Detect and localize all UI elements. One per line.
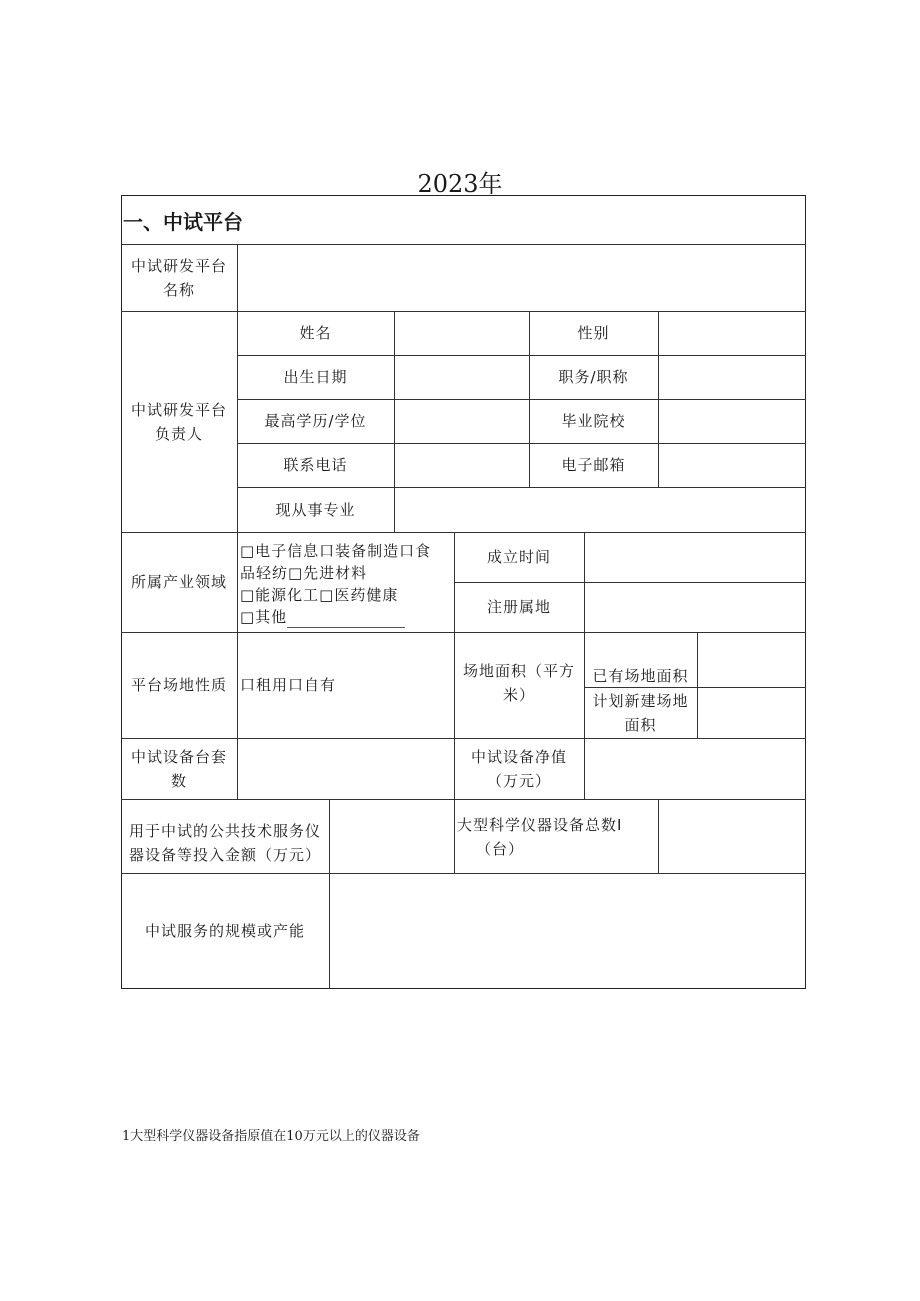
name-label: 姓名 (299, 324, 332, 342)
footnote: 1大型科学仪器设备指原值在10万元以上的仪器设备 (122, 1129, 420, 1144)
phone-field[interactable] (395, 444, 529, 487)
industry-options[interactable] (240, 540, 454, 628)
equipment-value-label: 中试设备净值 （万元） (470, 747, 567, 790)
site-area-label: 场地面积（平方 米） (462, 662, 575, 704)
year-title: 2023年 (417, 170, 503, 198)
established-label: 成立时间 (486, 548, 551, 566)
industry-label: 所属产业领域 (130, 573, 227, 591)
investment-field[interactable] (330, 800, 454, 873)
existing-area-field[interactable] (698, 633, 806, 687)
site-nature-label: 平台场地性质 (130, 676, 227, 694)
established-field[interactable] (585, 533, 806, 582)
birth-label: 出生日期 (283, 368, 348, 386)
platform-name-field[interactable] (238, 245, 805, 311)
equipment-sets-field[interactable] (238, 739, 454, 799)
industry-option-line[interactable]: □电子信息口装备制造口食 (240, 542, 432, 560)
school-field[interactable] (659, 400, 806, 443)
major-label: 现从事专业 (275, 500, 356, 519)
industry-option-line[interactable]: □能源化工□医药健康 (240, 586, 399, 604)
platform-name-label: 中试研发平台 名称 (130, 256, 227, 299)
leader-label: 中试研发平台 负责人 (130, 400, 227, 443)
investment-label: 用于中试的公共技术服务仪 器设备等投入金额（万元） (128, 821, 321, 864)
industry-option-other[interactable]: □其他 (240, 606, 454, 628)
email-label: 电子邮箱 (561, 456, 626, 474)
large-instruments-label: 大型科学仪器设备总数I （台） (457, 816, 623, 858)
other-blank[interactable] (287, 613, 405, 628)
email-field[interactable] (659, 444, 806, 487)
planned-area-label: 计划新建场地 面积 (592, 692, 689, 734)
birth-field[interactable] (395, 356, 529, 399)
registered-field[interactable] (585, 583, 806, 632)
gender-label: 性别 (577, 324, 610, 342)
school-label: 毕业院校 (561, 412, 626, 430)
equipment-sets-label: 中试设备台套 数 (130, 747, 227, 790)
site-nature-options[interactable]: 口租用口自有 (240, 676, 337, 694)
existing-area-label: 已有场地面积 (592, 667, 689, 685)
phone-label: 联系电话 (283, 456, 348, 474)
gender-field[interactable] (659, 312, 806, 355)
degree-label: 最高学历/学位 (264, 412, 367, 430)
registered-label: 注册属地 (486, 598, 551, 616)
major-field[interactable] (395, 488, 806, 532)
capacity-field[interactable] (330, 874, 806, 989)
title-field[interactable] (659, 356, 806, 399)
industry-option-line[interactable]: 品轻纺□先进材料 (240, 564, 368, 582)
large-instruments-field[interactable] (659, 800, 806, 873)
section-title: 一、中试平台 (123, 210, 243, 234)
title-label: 职务/职称 (558, 368, 629, 386)
name-field[interactable] (395, 312, 529, 355)
capacity-label: 中试服务的规模或产能 (144, 922, 305, 940)
planned-area-field[interactable] (698, 688, 806, 738)
equipment-value-field[interactable] (585, 739, 806, 799)
degree-field[interactable] (395, 400, 529, 443)
